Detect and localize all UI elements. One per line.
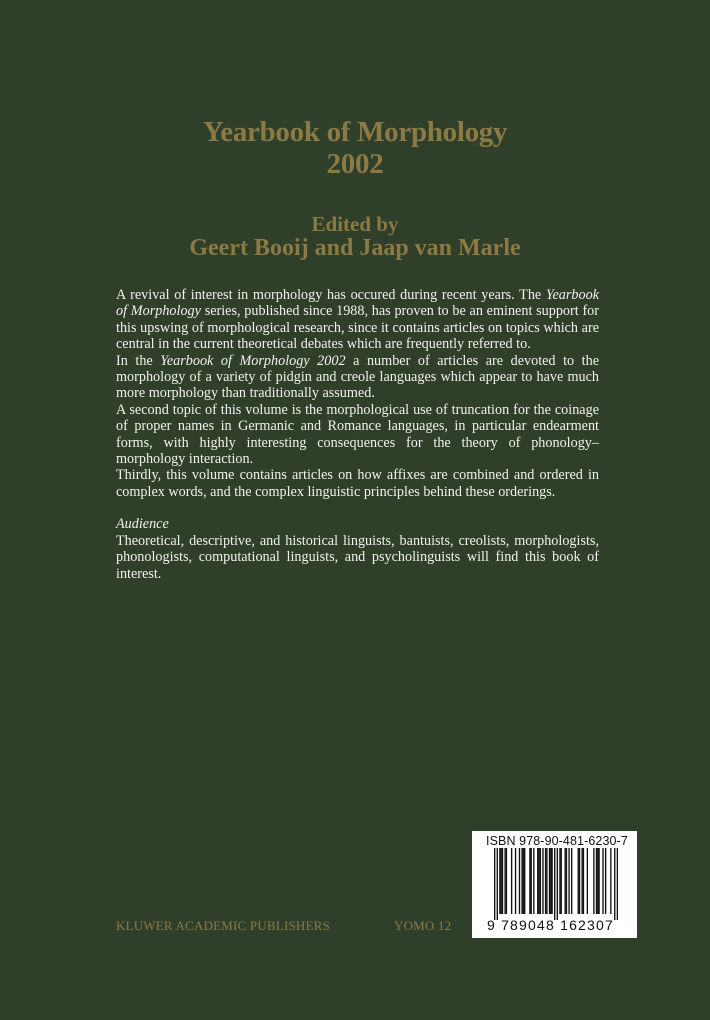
barcode-bar [571,848,572,914]
audience-text: Theoretical, descriptive, and historical linguists, bantuists, creolists, morphologists, phonologists, computational linguists, and psycholinguists will find this book of interest. [116,532,599,582]
barcode-bar [502,848,503,914]
barcode-bar [598,848,599,914]
barcode-bar [519,848,520,914]
description-block [116,287,599,582]
barcode-bar [533,848,534,914]
isbn-barcode [472,831,637,938]
barcode-bar [566,848,567,914]
barcode-bar [581,848,582,914]
book-title: Yearbook of Morphology [202,116,508,148]
barcode-bar [614,848,615,920]
barcode-bar [578,848,579,914]
description-paragraph-3: A second topic of this volume is the morphological use of truncation for the coinage of proper names in Germanic and Romance languages, in particular endearment forms, with highly interesting consequences for the theory of phonology–morphology interaction. [116,401,599,468]
barcode-bar [546,848,547,914]
barcode-bar [597,848,598,914]
barcode-bar [561,848,562,914]
barcode-bar [557,848,558,920]
barcode-bar [524,848,525,914]
editor-names: Geert Booij and Jaap van Marle [189,235,521,261]
barcode-bar [506,848,507,914]
barcode-bar [549,848,550,914]
barcode-bar [501,848,502,914]
barcode-bar [559,848,560,914]
barcode-bar [497,848,498,920]
barcode-bar [521,848,522,914]
description-paragraph-1: A revival of interest in morphology has occured during recent years. The Yearbook of Morphology series, published since 1988, has proven to be an eminent support for this upswing of morphological research, since it contains articles on topics which are central in the current theoretical debates which are frequently referred to. [116,287,599,353]
description-paragraph-2: In the Yearbook of Morphology 2002 a number of articles are devoted to the morphology of a variety of pidgin and creole languages which appear to have much more morphology than traditionally assumed. [116,352,599,402]
barcode-bar [596,848,597,914]
barcode-bar [538,848,539,914]
barcode-bar [504,848,505,914]
barcode-bars [494,848,618,920]
barcode-bar [494,848,495,920]
barcode-bar [531,848,532,914]
barcode-bar [593,848,594,914]
volume-title-italic: Yearbook of Morphology 2002 [160,352,346,369]
audience-heading: Audience [116,516,169,533]
barcode-bar [568,848,569,914]
series-code: YOMO 12 [394,918,452,933]
barcode-bar [602,848,603,914]
publisher-name: KLUWER ACADEMIC PUBLISHERS [116,918,330,933]
series-title-italic: Yearbook of Morphology [116,287,599,320]
barcode-bar [579,848,580,914]
barcode-bar [554,848,555,920]
barcode-bar [515,848,516,914]
barcode-bar [583,848,584,914]
barcode-bar [551,848,552,914]
barcode-bar [537,848,538,914]
book-year: 2002 [326,148,384,180]
barcode-bar [545,848,546,914]
barcode-bar [499,848,500,914]
barcode-bar [511,848,512,914]
isbn-label: ISBN 978-90-481-6230-7 [486,834,628,848]
barcode-bar [523,848,524,914]
barcode-bar [617,848,618,920]
barcode-bar [540,848,541,914]
barcode-bar [564,848,565,914]
barcode-bar [542,848,543,914]
barcode-bar [550,848,551,914]
description-paragraph-4: Thirdly, this volume contains articles on how affixes are combined and ordered in complex words, and the complex linguistic principles behind these orderings. [116,467,599,500]
edited-by-label: Edited by [311,212,399,236]
barcode-bar [529,848,530,914]
barcode-bar [610,848,611,914]
barcode-bar [587,848,588,914]
barcode-bar [605,848,606,914]
barcode-digits: 9 789048 162307 [487,917,614,933]
